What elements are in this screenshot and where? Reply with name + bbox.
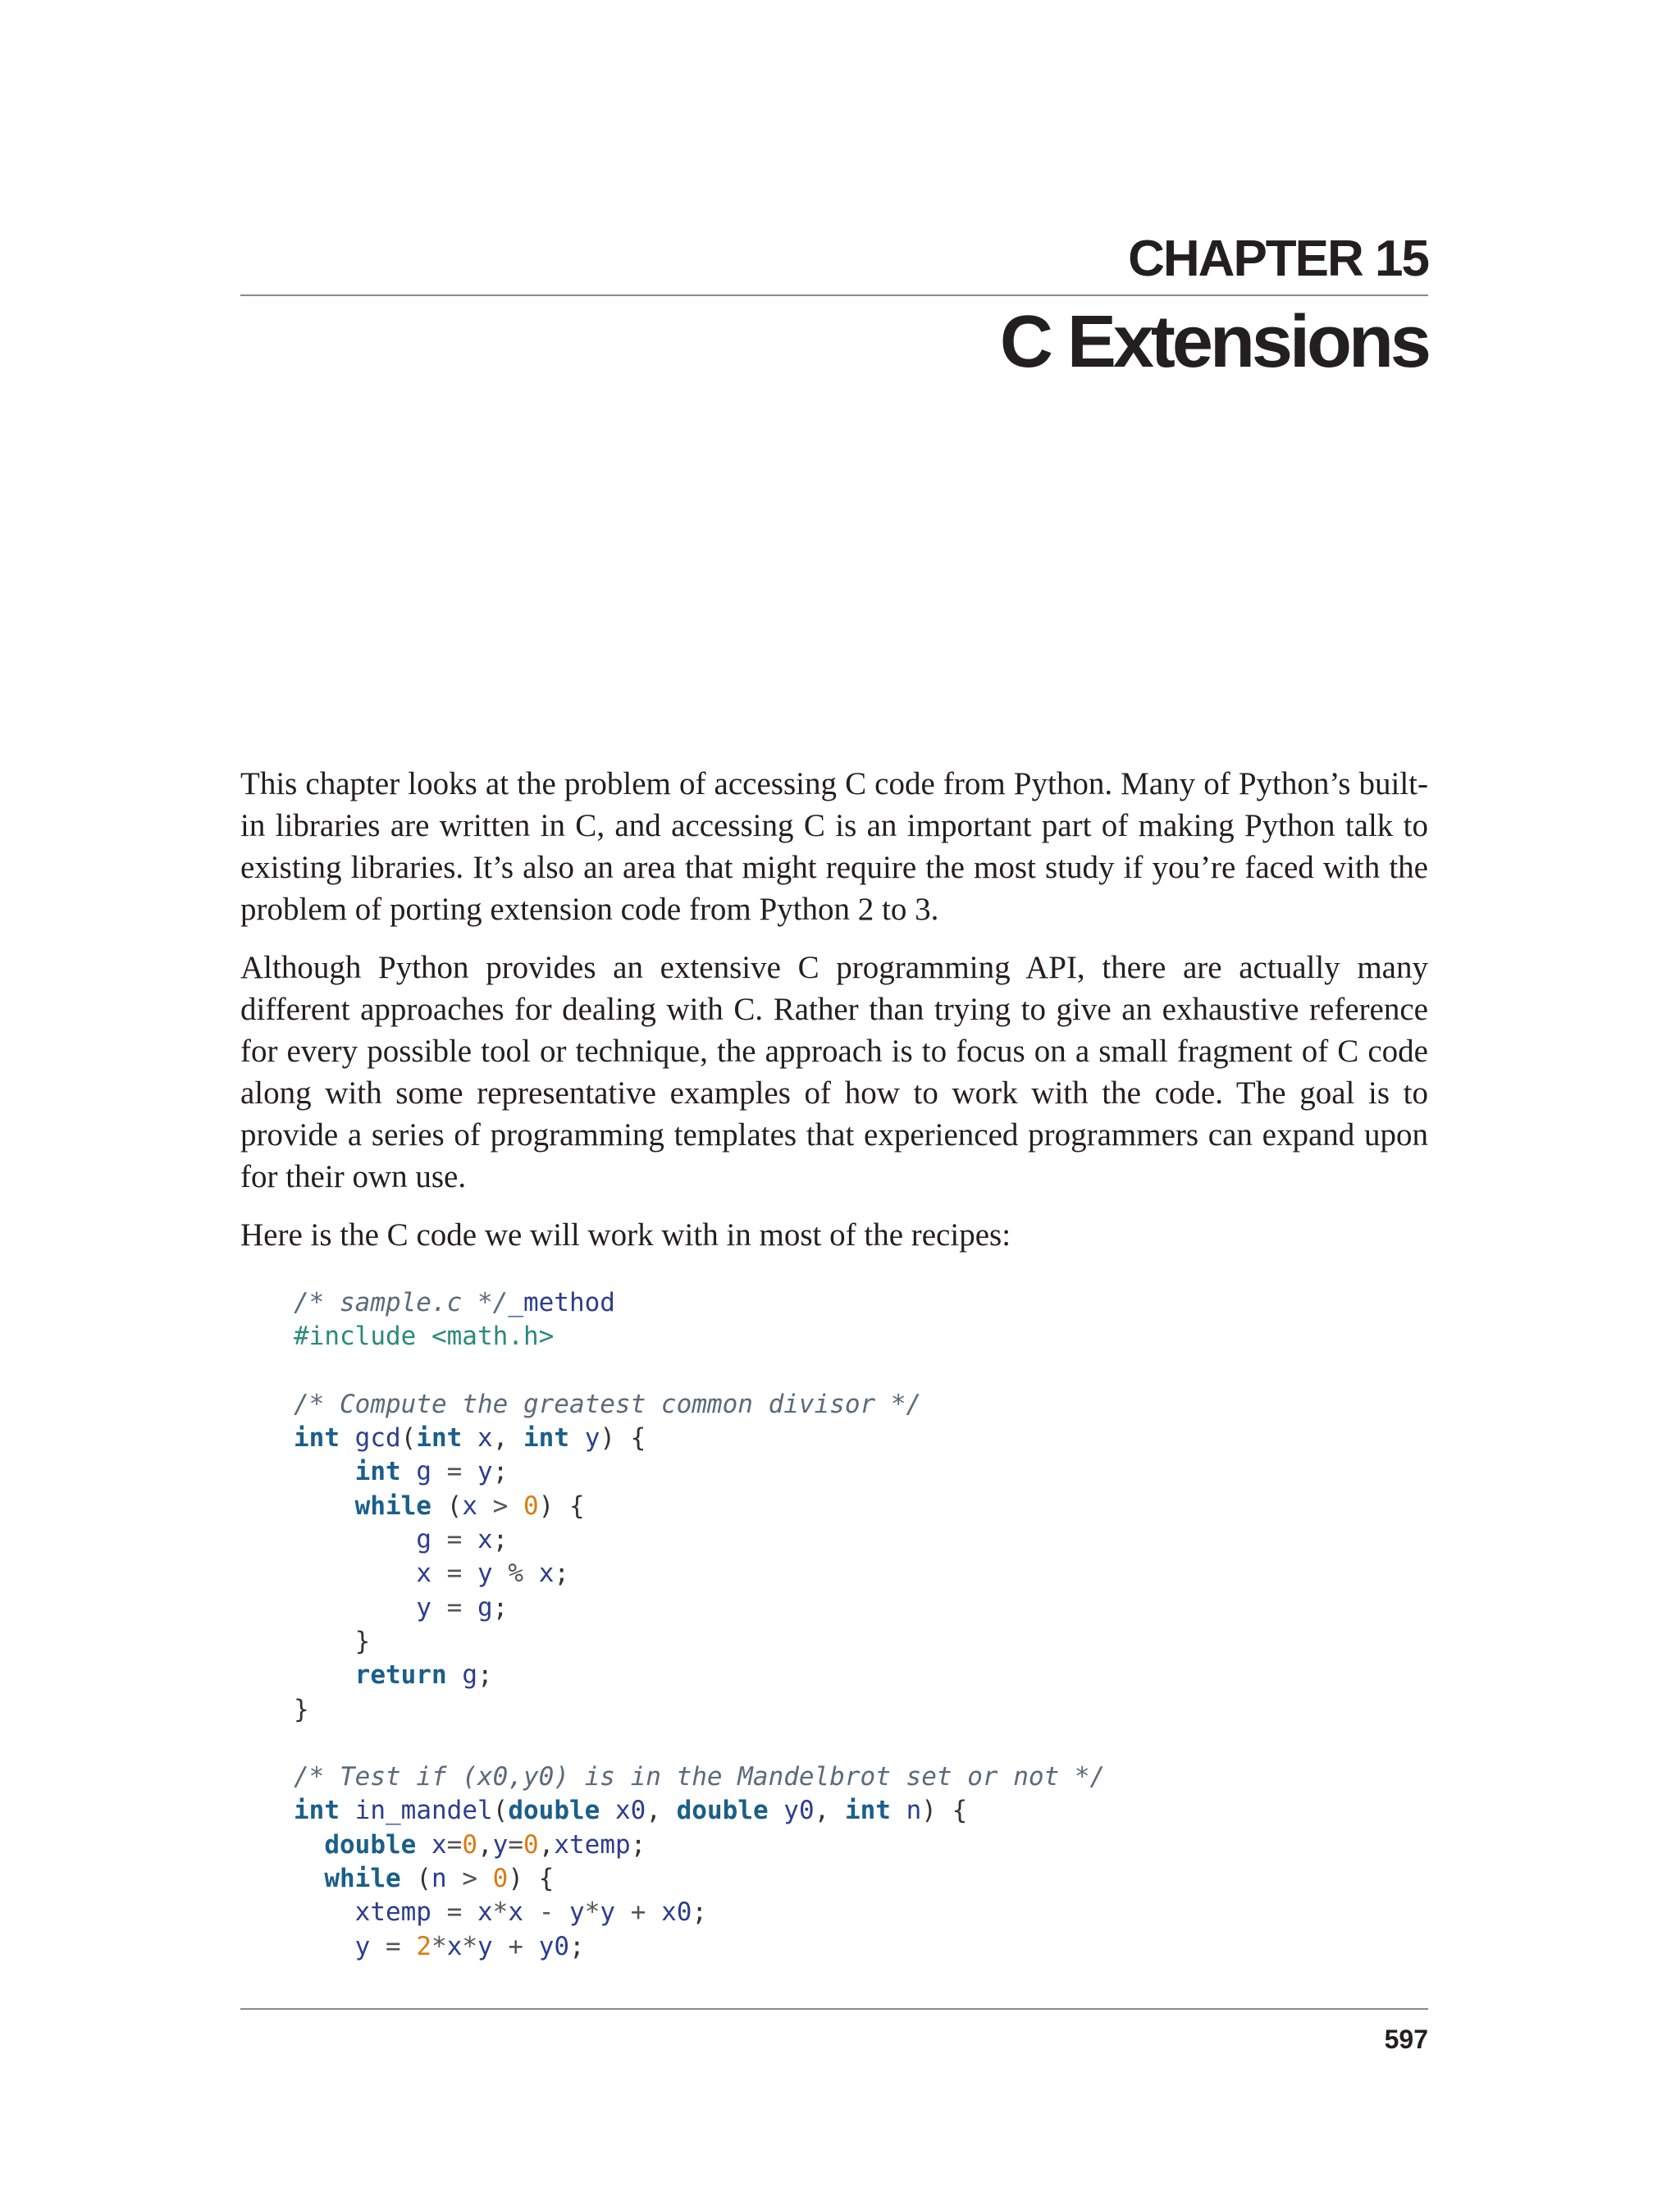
code-line — [294, 1727, 1426, 1760]
code-line: int g = y; — [354, 1457, 509, 1487]
code-line: xtemp = x*x - y*y + x0; — [354, 1897, 708, 1928]
code-line: int gcd(int x, int y) { — [294, 1423, 646, 1454]
chapter-intro — [240, 763, 1428, 1272]
code-line: double x=0,y=0,xtemp; — [324, 1829, 646, 1860]
chapter-label: CHAPTER 15 — [1128, 231, 1428, 287]
code-line: /* Compute the greatest common divisor */ — [294, 1389, 922, 1419]
code-line: y = 2*x*y + y0; — [354, 1931, 585, 1961]
footer-divider — [240, 2008, 1428, 2010]
code-listing — [294, 1286, 1426, 1964]
intro-paragraph-3: Here is the C code we will work with in most of the recipes: — [240, 1217, 1011, 1253]
code-line: while (x > 0) { — [354, 1491, 585, 1521]
intro-paragraph-2: Although Python provides an extensive C programming API, there are actually many different approaches for dealing with C. Rather than trying to give an exhaustive reference for every possible tool or technique, the approach is to focus on a small fragment of C code along with some representative examples of how to work with the code. The goal is to provide a series of programming templates that experienced programmers can expand upon for their own use. — [240, 950, 1428, 1194]
page-number: 597 — [1384, 2025, 1428, 2054]
code-line: g = x; — [416, 1525, 509, 1555]
code-line: int in_mandel(double x0, double y0, int n) { — [294, 1796, 968, 1826]
code-line: while (n > 0) { — [324, 1864, 555, 1894]
code-line: #include <math.h> — [294, 1322, 555, 1352]
code-line — [294, 1354, 1426, 1388]
code-line: } — [294, 1626, 371, 1656]
code-line: /* Test if (x0,y0) is in the Mandelbrot set or not */ — [294, 1762, 1106, 1792]
code-line: return g; — [354, 1660, 493, 1691]
header-divider — [240, 294, 1428, 296]
intro-paragraph-1: This chapter looks at the problem of accessing C code from Python. Many of Python’s built-in libraries are written in C, and accessing C is an important part of making Python talk to existing libraries. It’s also an area that might require the most study if you’re faced with the problem of porting extension code from Python 2 to 3. — [240, 766, 1428, 927]
code-line: y = g; — [416, 1592, 509, 1623]
code-line: x = y % x; — [416, 1559, 570, 1589]
code-line: } — [294, 1694, 309, 1724]
chapter-title: C Extensions — [999, 301, 1428, 383]
code-line: /* sample.c */_method — [294, 1288, 615, 1317]
